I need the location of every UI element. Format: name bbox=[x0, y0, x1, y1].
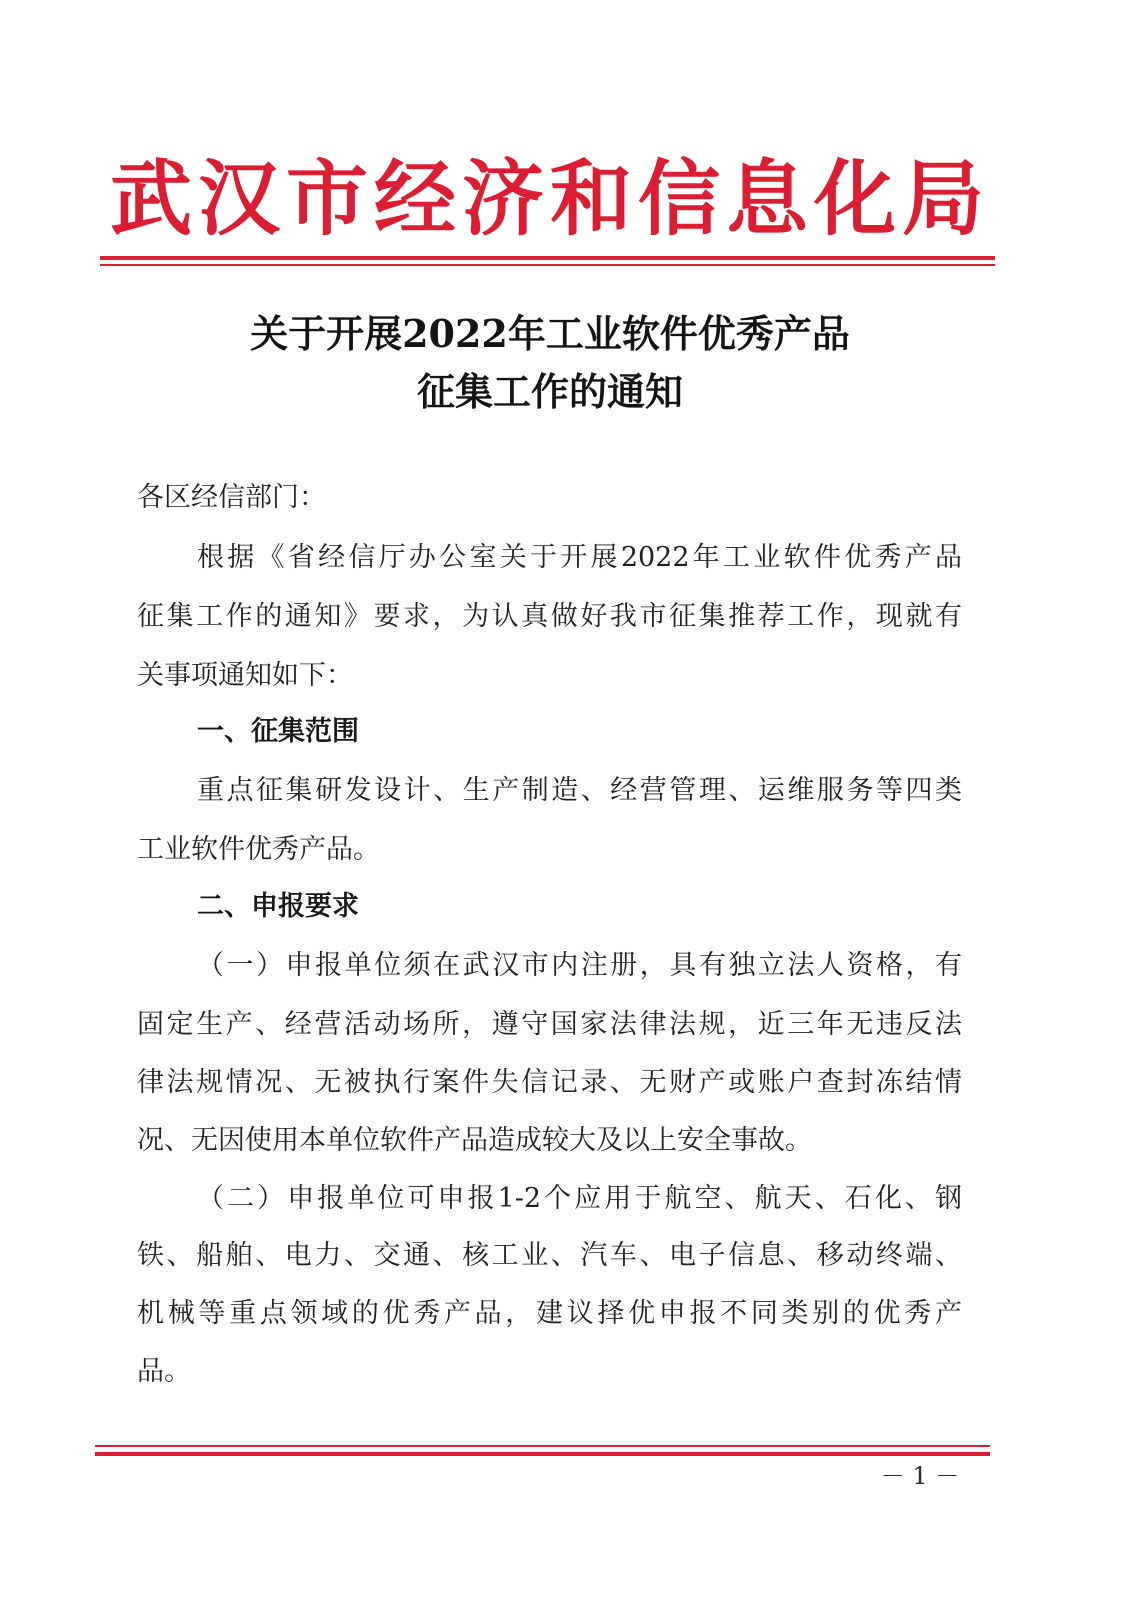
section-2-item-2-line-1: （二）申报单位可申报1-2个应用于航空、航天、石化、钢 bbox=[197, 1183, 962, 1214]
section-2-heading: 二、申报要求 bbox=[197, 891, 359, 922]
section-2-item-2-line-2: 铁、船舶、电力、交通、核工业、汽车、电子信息、移动终端、 bbox=[137, 1240, 962, 1271]
section-1-line-1: 重点征集研发设计、生产制造、经营管理、运维服务等四类 bbox=[197, 775, 962, 806]
intro-line-2: 征集工作的通知》要求，为认真做好我市征集推荐工作，现就有 bbox=[137, 601, 962, 632]
section-1-heading: 一、征集范围 bbox=[197, 716, 359, 747]
section-2-item-1-line-4: 况、无因使用本单位软件产品造成较大及以上安全事故。 bbox=[137, 1125, 812, 1156]
document-title-line-1: 关于开展2022年工业软件优秀产品 bbox=[250, 311, 850, 356]
section-1-line-2: 工业软件优秀产品。 bbox=[137, 834, 380, 865]
section-2-item-1-line-1: （一）申报单位须在武汉市内注册，具有独立法人资格，有 bbox=[197, 950, 962, 981]
letterhead-agency-name: 武汉市经济和信息化局 bbox=[109, 152, 990, 247]
letterhead-rule-thin bbox=[100, 264, 995, 266]
intro-line-1: 根据《省经信厅办公室关于开展2022年工业软件优秀产品 bbox=[197, 542, 962, 573]
section-2-item-1-line-3: 律法规情况、无被执行案件失信记录、无财产或账户查封冻结情 bbox=[137, 1067, 962, 1098]
section-2-item-2-line-4: 品。 bbox=[137, 1356, 191, 1387]
letterhead-rule-thick bbox=[100, 256, 995, 260]
page-number: － 1 － bbox=[880, 1462, 960, 1490]
section-2-item-2-line-3: 机械等重点领域的优秀产品，建议择优申报不同类别的优秀产 bbox=[137, 1298, 962, 1329]
salutation: 各区经信部门： bbox=[137, 482, 326, 513]
footer-rule-thin bbox=[95, 1445, 990, 1447]
document-title-line-2: 征集工作的通知 bbox=[416, 369, 683, 414]
footer-rule-thick bbox=[95, 1452, 990, 1456]
intro-line-3: 关事项通知如下： bbox=[137, 660, 353, 691]
section-2-item-1-line-2: 固定生产、经营活动场所，遵守国家法律法规，近三年无违反法 bbox=[137, 1009, 962, 1040]
